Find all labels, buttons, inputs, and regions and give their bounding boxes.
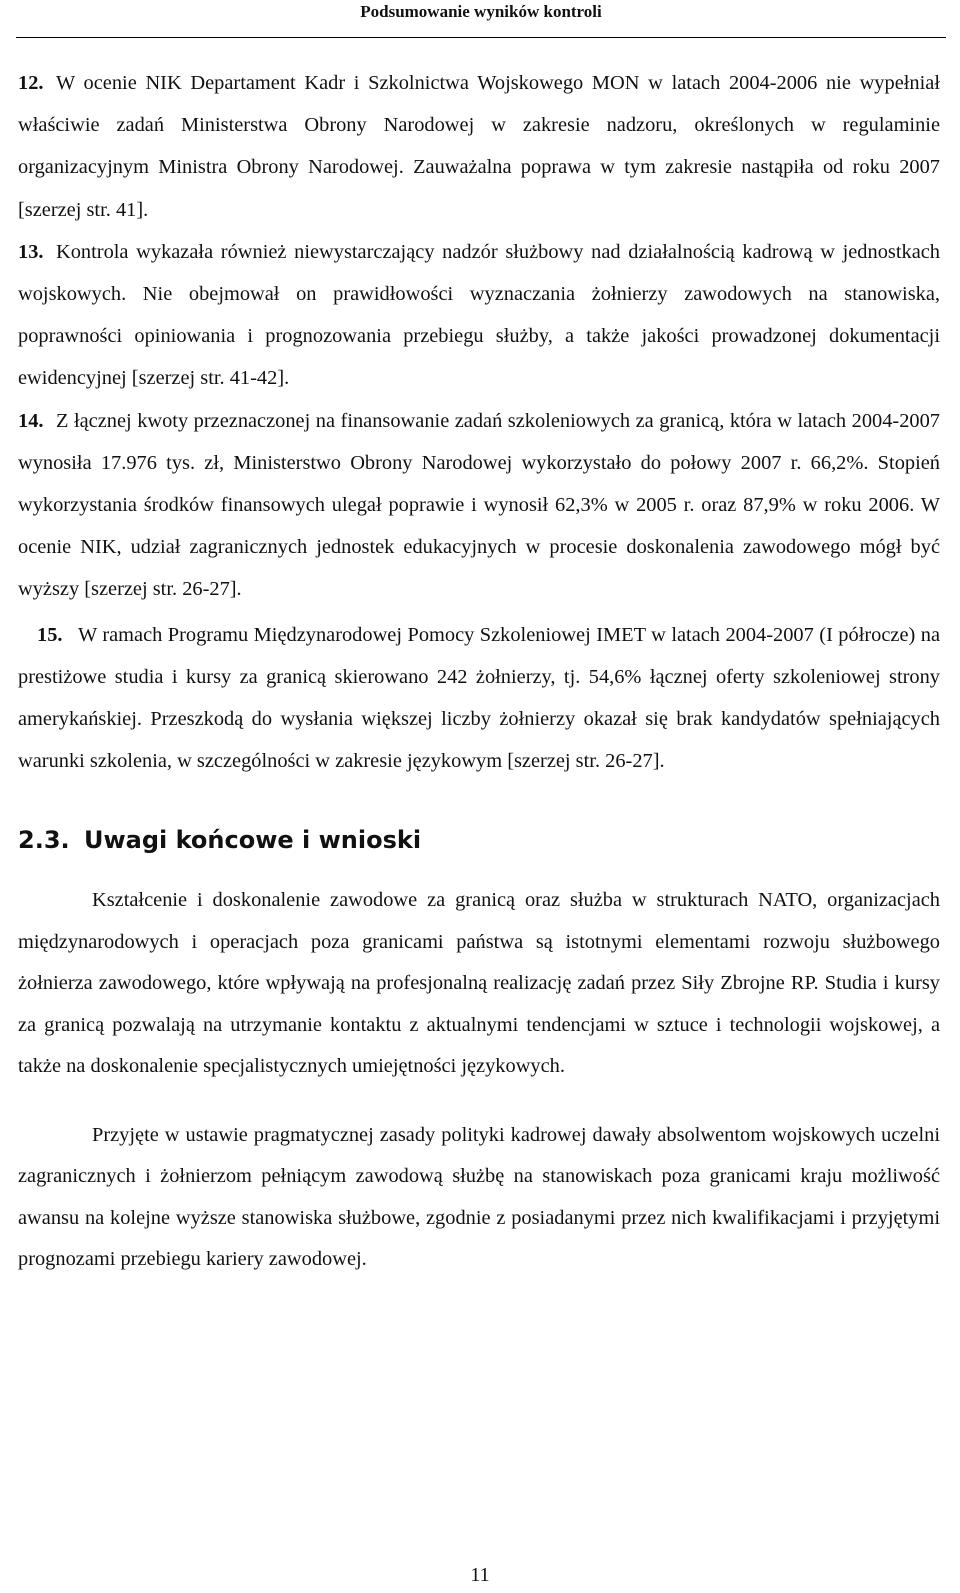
running-header-title: Podsumowanie wyników kontroli [360, 2, 602, 21]
item-number: 13. [18, 240, 44, 263]
closing-paragraph-1: Kształcenie i doskonalenie zawodowe za granicą oraz służba w strukturach NATO, organizacjach międzynarodowych i operacjach poza granicami państwa są istotnymi elementami rozwoju służbowego żołnierza zawodowego, które wpływają na profesjonalną realizację zadań przez Siły Zbrojne RP. Studia i kursy za granicą pozwalają na utrzymanie kontaktu z aktualnymi tendencjami w sztuce i technologii wojskowej, a także na doskonalenie specjalistycznych umiejętności językowych. [18, 889, 940, 1078]
item-text: Z łącznej kwoty przeznaczonej na finansowanie zadań szkoleniowych za granicą, która w latach 2004-2007 wynosiła 17.976 tys. zł, Ministerstwo Obrony Narodowej wykorzystało do połowy 2007 r. 66,2%. Stopień wykorzystania środków finansowych ulegał poprawie i wynosił 62,3% w 2005 r. oraz 87,9% w roku 2006. W ocenie NIK, udział zagranicznych jednostek edukacyjnych w procesie doskonalenia zawodowego mógł być wyższy [szerzej str. 26-27]. [18, 409, 940, 601]
summary-item-14 [18, 400, 940, 611]
item-number: 14. [18, 409, 44, 432]
item-text: W ramach Programu Międzynarodowej Pomocy Szkoleniowej IMET w latach 2004-2007 (I półrocze) na prestiżowe studia i kursy za granicą skierowano 242 żołnierzy, tj. 54,6% łącznej oferty szkoleniowej strony amerykańskiej. Przeszkodą do wysłania większej liczby żołnierzy okazał się brak kandydatów spełniających warunki szkolenia, w szczególności w zakresie językowym [szerzej str. 26-27]. [18, 623, 940, 773]
summary-item-15 [18, 614, 940, 783]
section-number: 2.3. [18, 826, 70, 855]
summary-item-12 [18, 62, 940, 231]
item-number: 12. [18, 72, 44, 94]
document-body [18, 62, 940, 1281]
item-number: 15. [37, 623, 63, 646]
section-title: Uwagi końcowe i wnioski [84, 826, 422, 855]
closing-paragraph-2: Przyjęte w ustawie pragmatycznej zasady polityki kadrowej dawały absolwentom wojskowych uczelni zagranicznych i żołnierzom pełniącym zawodową służbę na stanowiskach poza granicami kraju możliwość awansu na kolejne wyższe stanowiska służbowe, zgodnie z posiadanymi przez nich kwalifikacjami i przyjętymi prognozami przebiegu kariery zawodowej. [18, 1123, 940, 1271]
running-header [16, 0, 946, 38]
item-text: Kontrola wykazała również niewystarczający nadzór służbowy nad działalnością kadrową w jednostkach wojskowych. Nie obejmował on prawidłowości wyznaczania żołnierzy zawodowych na stanowiska, poprawności opiniowania i prognozowania przebiegu służby, a także jakości prowadzonej dokumentacji ewidencyjnej [szerzej str. 41-42]. [18, 240, 940, 390]
summary-item-13 [18, 231, 940, 400]
section-heading [18, 822, 940, 858]
item-text: W ocenie NIK Departament Kadr i Szkolnictwa Wojskowego MON w latach 2004-2006 nie wypełniał właściwie zadań Ministerstwa Obrony Narodowej w zakresie nadzoru, określonych w regulaminie organizacyjnym Ministra Obrony Narodowej. Zauważalna poprawa w tym zakresie nastąpiła od roku 2007 [szerzej str. 41]. [18, 72, 940, 221]
page-number: 11 [470, 1564, 490, 1586]
